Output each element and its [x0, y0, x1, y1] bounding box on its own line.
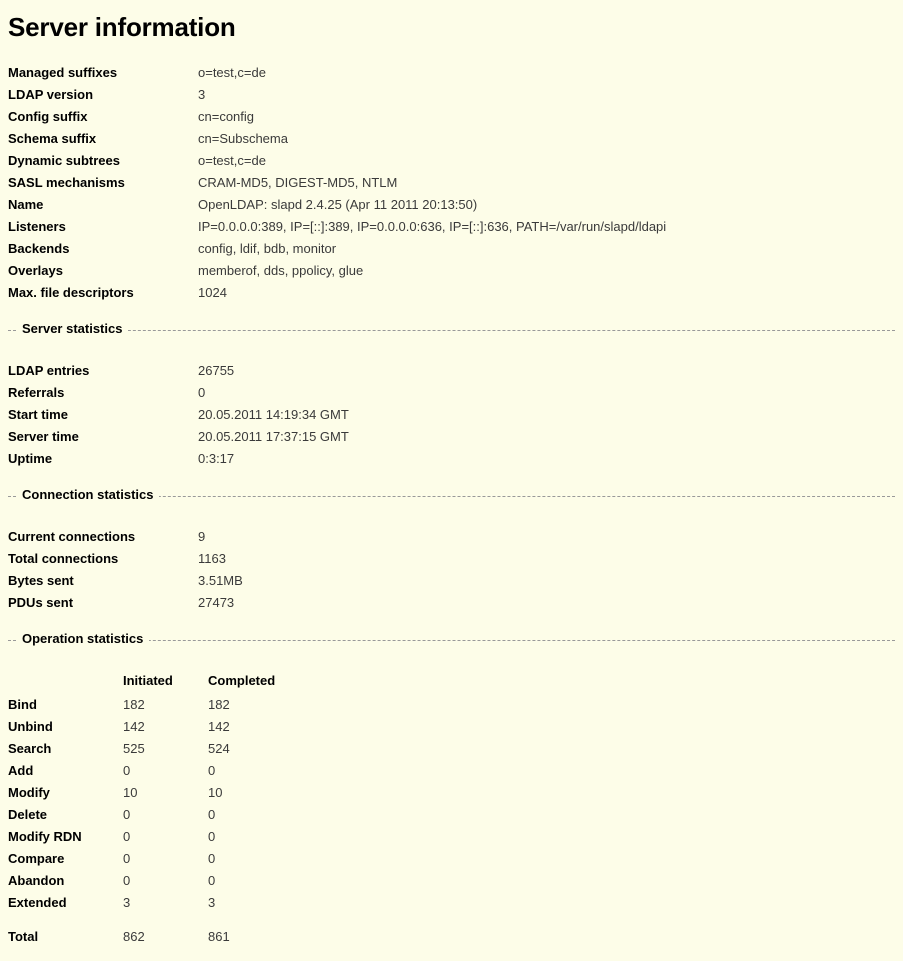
row-label: LDAP version	[8, 87, 94, 102]
table-row	[8, 175, 666, 197]
connection-statistics-body	[8, 529, 243, 617]
table-row	[8, 219, 666, 241]
table-row	[8, 807, 293, 829]
row-value: 1024	[198, 285, 227, 300]
table-row	[8, 197, 666, 219]
row-value: memberof, dds, ppolicy, glue	[198, 263, 364, 278]
row-label: Config suffix	[8, 109, 88, 124]
column-header-initiated: Initiated	[123, 673, 173, 688]
section-legend: Connection statistics	[16, 487, 159, 502]
table-row	[8, 719, 293, 741]
row-value: 0	[198, 385, 206, 400]
table-row	[8, 829, 293, 851]
row-label: Backends	[8, 241, 70, 256]
cell-initiated: 0	[123, 763, 131, 778]
cell-initiated: 0	[123, 807, 131, 822]
cell-completed: 0	[208, 829, 216, 844]
cell-completed: 10	[208, 785, 223, 800]
row-label: Uptime	[8, 451, 53, 466]
table-row	[8, 65, 666, 87]
spacer	[8, 951, 903, 961]
row-label: Max. file descriptors	[8, 285, 134, 300]
server-statistics-table	[8, 363, 349, 473]
table-row	[8, 263, 666, 285]
spacer	[8, 659, 903, 673]
row-value: 3.51MB	[198, 573, 243, 588]
table-row	[8, 285, 666, 307]
server-information-table	[8, 65, 666, 307]
row-label: Name	[8, 197, 44, 212]
row-label: Bind	[8, 697, 37, 712]
table-row	[8, 873, 293, 895]
table-row	[8, 529, 243, 551]
row-value: IP=0.0.0.0:389, IP=[::]:389, IP=0.0.0.0:636, IP=[::]:636, PATH=/var/run/slapd/ldapi	[198, 219, 667, 234]
cell-initiated: 0	[123, 829, 131, 844]
section-header-operation-statistics	[8, 631, 903, 649]
cell-completed: 142	[208, 719, 230, 734]
table-row	[8, 573, 243, 595]
cell-initiated: 3	[123, 895, 131, 910]
table-row	[8, 407, 349, 429]
table-row	[8, 109, 666, 131]
row-label: Referrals	[8, 385, 65, 400]
table-row	[8, 241, 666, 263]
table-row	[8, 895, 293, 917]
table-row	[8, 153, 666, 175]
row-label: Listeners	[8, 219, 66, 234]
table-row	[8, 551, 243, 573]
table-row	[8, 451, 349, 473]
row-label: PDUs sent	[8, 595, 74, 610]
row-value: 26755	[198, 363, 235, 378]
cell-completed: 0	[208, 763, 216, 778]
row-label: Search	[8, 741, 52, 756]
row-label: SASL mechanisms	[8, 175, 125, 190]
cell-completed: 0	[208, 851, 216, 866]
row-label: Modify	[8, 785, 50, 800]
section-legend: Operation statistics	[16, 631, 149, 646]
cell-initiated-total: 862	[123, 929, 145, 944]
cell-completed-total: 861	[208, 929, 230, 944]
row-value: 1163	[198, 551, 226, 566]
row-label: Abandon	[8, 873, 65, 888]
cell-initiated: 0	[123, 873, 131, 888]
page-title: Server information	[8, 12, 236, 42]
section-legend: Server statistics	[16, 321, 128, 336]
table-row	[8, 429, 349, 451]
row-label: Add	[8, 763, 34, 778]
row-value: o=test,c=de	[198, 153, 266, 168]
row-value: 20.05.2011 14:19:34 GMT	[198, 407, 349, 422]
row-value: cn=config	[198, 109, 255, 124]
row-label: Current connections	[8, 529, 136, 544]
cell-completed: 524	[208, 741, 230, 756]
cell-initiated: 142	[123, 719, 145, 734]
cell-initiated: 182	[123, 697, 145, 712]
section-header-connection-statistics	[8, 487, 903, 505]
row-label: Bytes sent	[8, 573, 74, 588]
cell-completed: 182	[208, 697, 230, 712]
spacer	[8, 515, 903, 529]
table-row	[8, 697, 293, 719]
row-label: Compare	[8, 851, 65, 866]
column-header-completed: Completed	[208, 673, 276, 688]
cell-completed: 0	[208, 807, 216, 822]
cell-completed: 3	[208, 895, 216, 910]
table-row	[8, 595, 243, 617]
row-label: Extended	[8, 895, 67, 910]
table-row	[8, 785, 293, 807]
table-row	[8, 131, 666, 153]
row-label: Server time	[8, 429, 79, 444]
table-row	[8, 385, 349, 407]
table-header-row	[8, 673, 293, 697]
row-label: Dynamic subtrees	[8, 153, 120, 168]
row-label: Managed suffixes	[8, 65, 118, 80]
row-value: config, ldif, bdb, monitor	[198, 241, 337, 256]
table-row	[8, 851, 293, 873]
cell-initiated: 10	[123, 785, 138, 800]
row-value: CRAM-MD5, DIGEST-MD5, NTLM	[198, 175, 398, 190]
operation-statistics-table	[8, 673, 293, 951]
connection-statistics-table	[8, 529, 243, 617]
row-value: cn=Subschema	[198, 131, 288, 146]
table-row	[8, 363, 349, 385]
row-value: 9	[198, 529, 206, 544]
row-value: o=test,c=de	[198, 65, 266, 80]
column-header-operation	[8, 673, 123, 697]
row-label: Delete	[8, 807, 48, 822]
spacer	[8, 349, 903, 363]
table-row-total	[8, 917, 293, 951]
section-divider	[8, 330, 895, 331]
row-label: Total connections	[8, 551, 119, 566]
row-label: Modify RDN	[8, 829, 82, 844]
row-value: OpenLDAP: slapd 2.4.25 (Apr 11 2011 20:13:50)	[198, 197, 478, 212]
server-information-body	[8, 65, 666, 307]
row-value: 27473	[198, 595, 235, 610]
section-header-server-statistics	[8, 321, 903, 339]
operation-statistics-head	[8, 673, 293, 697]
cell-initiated: 0	[123, 851, 131, 866]
row-label: Overlays	[8, 263, 63, 278]
server-statistics-body	[8, 363, 349, 473]
cell-completed: 0	[208, 873, 216, 888]
row-value: 3	[198, 87, 206, 102]
row-label-total: Total	[8, 929, 39, 944]
row-label: Unbind	[8, 719, 53, 734]
row-value: 0:3:17	[198, 451, 235, 466]
operation-statistics-body	[8, 697, 293, 951]
table-row	[8, 763, 293, 785]
table-row	[8, 741, 293, 763]
row-label: Schema suffix	[8, 131, 97, 146]
row-label: LDAP entries	[8, 363, 90, 378]
cell-initiated: 525	[123, 741, 145, 756]
row-value: 20.05.2011 17:37:15 GMT	[198, 429, 349, 444]
row-label: Start time	[8, 407, 68, 422]
table-row	[8, 87, 666, 109]
